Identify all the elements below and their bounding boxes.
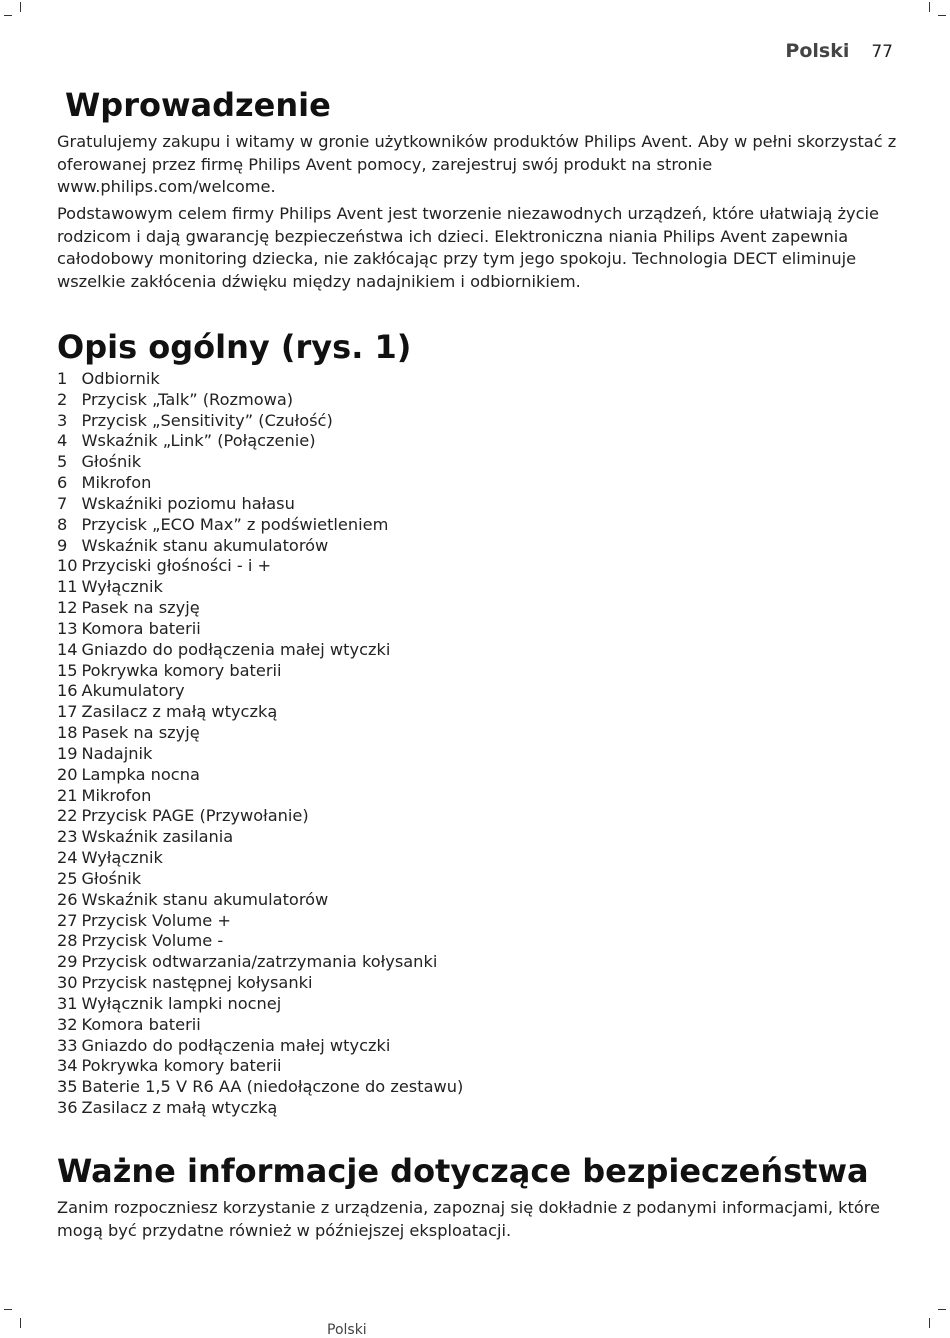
- parts-list: [57, 369, 657, 1119]
- list-item-label: Komora baterii: [81, 618, 201, 638]
- list-item: [57, 890, 657, 911]
- list-item-number: 8: [57, 514, 68, 534]
- list-item: [57, 556, 657, 577]
- list-item-label: Nadajnik: [81, 743, 153, 763]
- list-item-number: 29: [57, 952, 78, 972]
- list-item-label: Pasek na szyję: [81, 598, 200, 618]
- safety-heading: Ważne informacje dotyczące bezpieczeństwa: [57, 1152, 869, 1190]
- list-item: [57, 577, 657, 598]
- list-item-label: Przycisk następnej kołysanki: [81, 973, 313, 993]
- page-number: 77: [871, 42, 893, 62]
- list-item: [57, 1056, 657, 1077]
- list-item-label: Głośnik: [81, 452, 142, 472]
- list-item-number: 31: [57, 993, 78, 1013]
- list-item: [57, 848, 657, 869]
- list-item-label: Wskaźnik stanu akumulatorów: [81, 889, 329, 909]
- list-item-label: Przycisk „Sensitivity” (Czułość): [81, 410, 333, 430]
- list-item: [57, 806, 657, 827]
- list-item-number: 12: [57, 598, 78, 618]
- list-item-number: 18: [57, 723, 78, 743]
- list-item-label: Gniazdo do podłączenia małej wtyczki: [81, 1035, 391, 1055]
- intro-paragraph-1: Gratulujemy zakupu i witamy w gronie użytkowników produktów Philips Avent. Aby w pełni skorzystać z oferowanej przez firmę Philips Avent pomocy, zarejestruj swój produkt na stronie www.philips.com/welcome.: [57, 132, 897, 197]
- list-item-number: 27: [57, 910, 78, 930]
- list-item-number: 4: [57, 431, 68, 451]
- list-item: [57, 1098, 657, 1119]
- crop-mark-tl-h: [4, 15, 12, 16]
- list-item-label: Przyciski głośności - i +: [81, 556, 272, 576]
- crop-mark-tl-v: [20, 2, 21, 12]
- list-item: [57, 973, 657, 994]
- list-item: [57, 1077, 657, 1098]
- list-item-number: 7: [57, 493, 68, 513]
- list-item-label: Głośnik: [81, 868, 142, 888]
- list-item-number: 34: [57, 1056, 78, 1076]
- list-item: [57, 827, 657, 848]
- list-item-label: Wyłącznik: [81, 848, 163, 868]
- list-item-label: Mikrofon: [81, 785, 152, 805]
- list-item-label: Odbiornik: [81, 369, 160, 388]
- list-item-label: Przycisk Volume -: [81, 931, 224, 951]
- list-item-label: Wskaźniki poziomu hałasu: [81, 493, 295, 513]
- list-item: [57, 994, 657, 1015]
- list-item-label: Wyłącznik: [81, 577, 163, 597]
- list-item-label: Przycisk Volume +: [81, 910, 231, 930]
- list-item: [57, 723, 657, 744]
- list-item: [57, 494, 657, 515]
- list-item-label: Pokrywka komory baterii: [81, 660, 282, 680]
- list-item-label: Przycisk „Talk” (Rozmowa): [81, 389, 294, 409]
- list-item-label: Baterie 1,5 V R6 AA (niedołączone do zestawu): [81, 1077, 464, 1097]
- list-item-label: Wskaźnik zasilania: [81, 827, 234, 847]
- list-item-number: 10: [57, 556, 78, 576]
- list-item-number: 21: [57, 785, 78, 805]
- list-item-number: 23: [57, 827, 78, 847]
- list-item: [57, 952, 657, 973]
- list-item-label: Pasek na szyję: [81, 723, 200, 743]
- list-item: [57, 1015, 657, 1036]
- list-item-number: 14: [57, 639, 78, 659]
- page-header: [785, 40, 893, 62]
- list-item: [57, 369, 657, 390]
- crop-mark-bl-v: [20, 1318, 21, 1328]
- list-item: [57, 1036, 657, 1057]
- list-item-label: Lampka nocna: [81, 764, 200, 784]
- list-item-label: Wyłącznik lampki nocnej: [81, 993, 282, 1013]
- list-item: [57, 473, 657, 494]
- list-item-label: Akumulatory: [81, 681, 185, 701]
- list-item: [57, 744, 657, 765]
- list-item: [57, 411, 657, 432]
- list-item: [57, 619, 657, 640]
- list-item-number: 16: [57, 681, 78, 701]
- list-item-number: 30: [57, 973, 78, 993]
- page-footer: Polski: [327, 1322, 367, 1338]
- header-language: Polski: [785, 40, 850, 62]
- list-item: [57, 786, 657, 807]
- list-item-label: Przycisk odtwarzania/zatrzymania kołysanki: [81, 952, 438, 972]
- list-item: [57, 598, 657, 619]
- list-item-label: Zasilacz z małą wtyczką: [81, 702, 278, 722]
- list-item-number: 17: [57, 702, 78, 722]
- list-item-number: 1: [57, 369, 68, 388]
- list-item: [57, 681, 657, 702]
- list-item: [57, 536, 657, 557]
- list-item-number: 32: [57, 1014, 78, 1034]
- list-item-label: Przycisk „ECO Max” z podświetleniem: [81, 514, 389, 534]
- list-item-number: 24: [57, 848, 78, 868]
- list-item-number: 6: [57, 473, 68, 493]
- list-item-number: 33: [57, 1035, 78, 1055]
- crop-mark-bl-h: [4, 1309, 12, 1310]
- list-item-number: 5: [57, 452, 68, 472]
- list-item-label: Gniazdo do podłączenia małej wtyczki: [81, 639, 391, 659]
- list-item-number: 2: [57, 389, 68, 409]
- crop-mark-tr-h: [938, 15, 946, 16]
- list-item: [57, 931, 657, 952]
- list-item-number: 20: [57, 764, 78, 784]
- list-item: [57, 515, 657, 536]
- list-item-label: Zasilacz z małą wtyczką: [81, 1097, 278, 1117]
- list-item-label: Pokrywka komory baterii: [81, 1056, 282, 1076]
- list-item: [57, 911, 657, 932]
- list-item-number: 35: [57, 1077, 78, 1097]
- list-item-label: Wskaźnik „Link” (Połączenie): [81, 431, 316, 451]
- list-item-number: 19: [57, 743, 78, 763]
- list-item: [57, 869, 657, 890]
- list-item-label: Wskaźnik stanu akumulatorów: [81, 535, 329, 555]
- safety-paragraph: Zanim rozpoczniesz korzystanie z urządzenia, zapoznaj się dokładnie z podanymi informacjami, które mogą być przydatne również w późniejszej eksploatacji.: [57, 1198, 881, 1240]
- list-item: [57, 390, 657, 411]
- overview-heading: Opis ogólny (rys. 1): [57, 328, 412, 366]
- list-item-number: 3: [57, 410, 68, 430]
- list-item-number: 28: [57, 931, 78, 951]
- list-item-number: 26: [57, 889, 78, 909]
- list-item-number: 11: [57, 577, 78, 597]
- list-item-label: Przycisk PAGE (Przywołanie): [81, 806, 309, 826]
- list-item-label: Mikrofon: [81, 473, 152, 493]
- intro-paragraph-2: Podstawowym celem firmy Philips Avent jest tworzenie niezawodnych urządzeń, które ułatwiają życie rodzicom i dają gwarancję bezpieczeństwa ich dzieci. Elektroniczna niania Philips Avent zapewnia całodobowy monitoring dziecka, nie zakłócając przy tym jego spokoju. Technologia DECT eliminuje wszelkie zakłócenia dźwięku między nadajnikiem i odbiornikiem.: [57, 204, 879, 291]
- list-item-number: 15: [57, 660, 78, 680]
- list-item: [57, 640, 657, 661]
- crop-mark-br-h: [938, 1309, 946, 1310]
- list-item-number: 25: [57, 868, 78, 888]
- list-item-number: 36: [57, 1097, 78, 1117]
- list-item: [57, 765, 657, 786]
- list-item: [57, 661, 657, 682]
- list-item-number: 9: [57, 535, 68, 555]
- list-item-number: 13: [57, 618, 78, 638]
- list-item-label: Komora baterii: [81, 1014, 201, 1034]
- list-item: [57, 702, 657, 723]
- intro-heading: Wprowadzenie: [65, 86, 331, 124]
- crop-mark-tr-v: [929, 2, 930, 12]
- list-item: [57, 431, 657, 452]
- crop-mark-br-v: [929, 1318, 930, 1328]
- list-item: [57, 452, 657, 473]
- list-item-number: 22: [57, 806, 78, 826]
